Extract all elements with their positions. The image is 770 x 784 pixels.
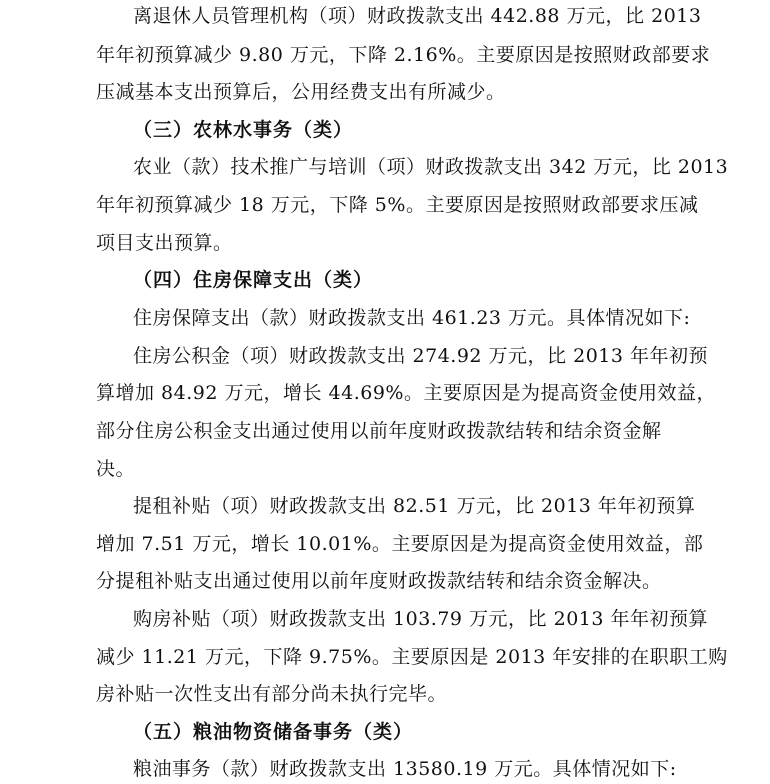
section-heading: （五）粮油物资储备事务（类） (133, 721, 414, 743)
paragraph-line: 购房补贴（项）财政拨款支出 103.79 万元，比 2013 年年初预算 (133, 608, 708, 630)
paragraph-line: 项目支出预算。 (96, 232, 233, 254)
paragraph-line: 农业（款）技术推广与培训（项）财政拨款支出 342 万元，比 2013 (133, 156, 729, 178)
section-heading: （四）住房保障支出（类） (133, 269, 374, 291)
paragraph-line: 离退休人员管理机构（项）财政拨款支出 442.88 万元，比 2013 (133, 5, 702, 27)
paragraph-line: 分提租补贴支出通过使用以前年度财政拨款结转和结余资金解决。 (96, 570, 662, 592)
paragraph-line: 提租补贴（项）财政拨款支出 82.51 万元，比 2013 年年初预算 (133, 495, 696, 517)
paragraph-line: 住房保障支出（款）财政拨款支出 461.23 万元。具体情况如下: (133, 307, 691, 329)
paragraph-line: 年年初预算减少 9.80 万元，下降 2.16%。主要原因是按照财政部要求 (96, 44, 711, 66)
paragraph-line: 压减基本支出预算后，公用经费支出有所减少。 (96, 81, 506, 103)
paragraph-line: 年年初预算减少 18 万元，下降 5%。主要原因是按照财政部要求压减 (96, 194, 699, 216)
paragraph-line: 算增加 84.92 万元，增长 44.69%。主要原因是为提高资金使用效益， (96, 382, 716, 404)
paragraph-line: 住房公积金（项）财政拨款支出 274.92 万元，比 2013 年年初预 (133, 345, 708, 367)
paragraph-line: 增加 7.51 万元，增长 10.01%。主要原因是为提高资金使用效益，部 (96, 533, 704, 555)
section-heading: （三）农林水事务（类） (133, 119, 354, 141)
paragraph-line: 决。 (96, 458, 136, 480)
paragraph-line: 房补贴一次性支出有部分尚未执行完毕。 (96, 683, 448, 705)
paragraph-line: 减少 11.21 万元，下降 9.75%。主要原因是 2013 年安排的在职职工购 (96, 646, 728, 668)
paragraph-line: 粮油事务（款）财政拨款支出 13580.19 万元。具体情况如下: (133, 758, 677, 780)
paragraph-line: 部分住房公积金支出通过使用以前年度财政拨款结转和结余资金解 (96, 420, 662, 442)
